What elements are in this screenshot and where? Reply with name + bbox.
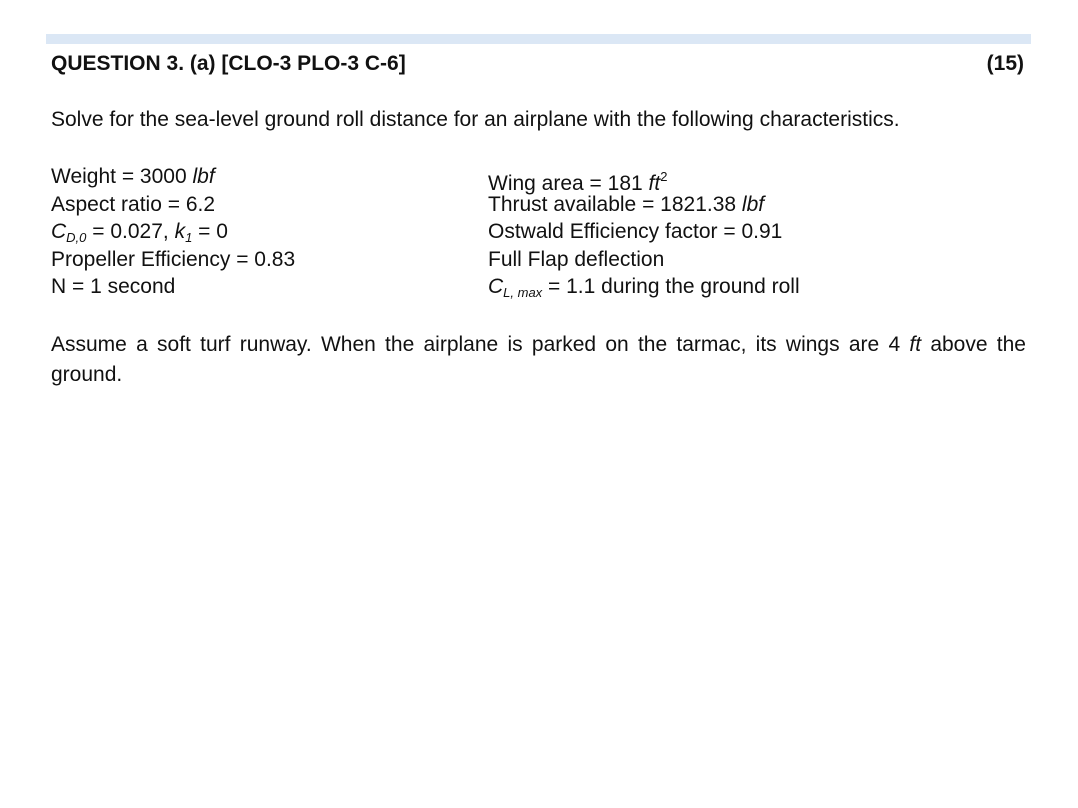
question-marks: (15) (986, 52, 1024, 75)
spec-weight-label: Weight = 3000 (51, 165, 193, 188)
cd0-subscript: D,0 (66, 230, 87, 245)
thrust-unit: lbf (741, 192, 765, 216)
assumption-unit: ft (909, 333, 922, 356)
spec-thrust-available (488, 191, 800, 219)
top-divider-bar (46, 34, 1031, 44)
spec-propeller-efficiency: Propeller Efficiency = 0.83 (51, 247, 296, 271)
cd0-symbol: C (51, 220, 67, 243)
spec-flap-deflection: Full Flap deflection (488, 247, 665, 271)
specs-right-column (488, 163, 800, 301)
specs-left-column (51, 163, 295, 301)
question-header (51, 52, 1024, 82)
spec-ostwald-efficiency: Ostwald Efficiency factor = 0.91 (488, 220, 783, 243)
k1-rest: = 0 (192, 220, 228, 243)
clmax-subscript: L, max (503, 285, 543, 300)
spec-wing-area (488, 163, 800, 195)
spec-clmax (488, 273, 800, 301)
spec-drag-coefficient (51, 218, 295, 246)
spec-aspect-ratio: Aspect ratio = 6.2 (51, 192, 216, 216)
k1-symbol: k (174, 220, 186, 243)
wing-area-unit: ft (648, 172, 661, 195)
clmax-rest: = 1.1 during the ground roll (542, 275, 800, 298)
spec-weight (51, 163, 295, 191)
assumption-text-after: above the ground. (51, 333, 1026, 386)
spec-weight-unit: lbf (192, 165, 215, 188)
spec-n-value: N = 1 second (51, 275, 176, 298)
thrust-label: Thrust available = 1821.38 (488, 192, 742, 216)
question-title: QUESTION 3. (a) [CLO-3 PLO-3 C-6] (51, 52, 406, 75)
question-prompt: Solve for the sea-level ground roll distance for an airplane with the following characteristics. (51, 108, 900, 131)
cd0-rest: = 0.027, (86, 220, 175, 243)
wing-area-label: Wing area = 181 (488, 172, 649, 195)
clmax-symbol: C (488, 275, 504, 298)
k1-subscript: 1 (185, 230, 193, 245)
wing-area-exponent: 2 (660, 169, 668, 184)
assumption-paragraph (51, 330, 1026, 390)
assumption-text-before: Assume a soft turf runway. When the airplane is parked on the tarmac, its wings are 4 (51, 333, 910, 356)
